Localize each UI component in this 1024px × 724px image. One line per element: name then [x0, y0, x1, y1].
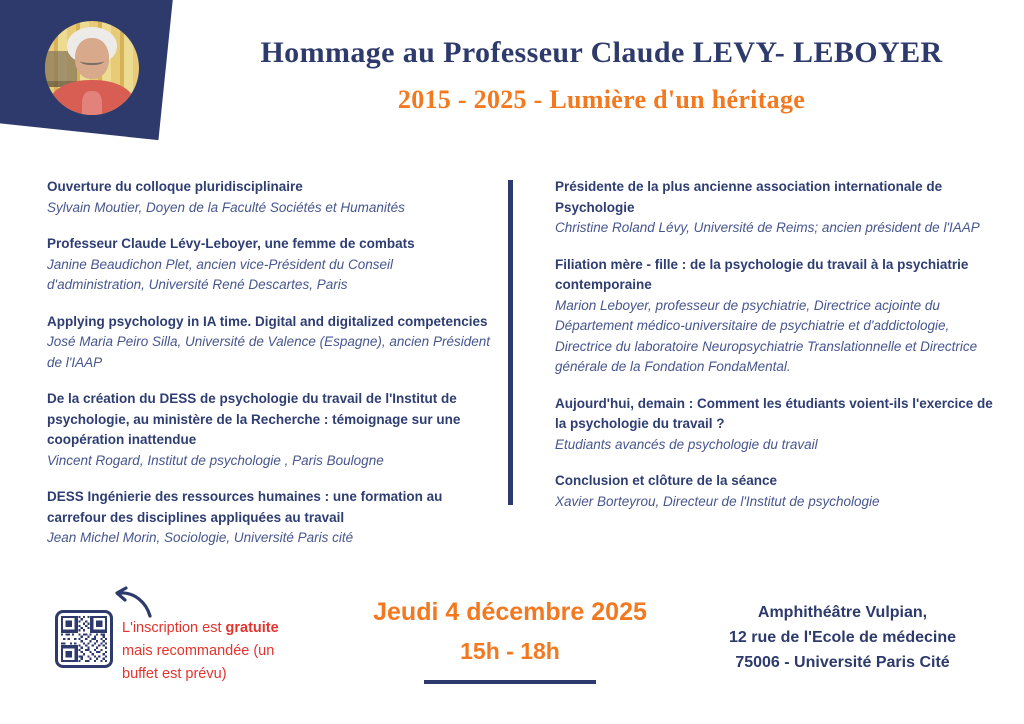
talk-speaker: Etudiants avancés de psychologie du travail — [555, 436, 818, 452]
venue-address — [710, 600, 975, 675]
talk-speaker: Vincent Rogard, Institut de psychologie , Paris Boulogne — [47, 452, 384, 468]
column-divider — [508, 180, 513, 505]
talk-title: Applying psychology in IA time. Digital and digitalized competencies — [47, 313, 488, 329]
program-item — [555, 471, 997, 512]
registration-note — [122, 617, 307, 686]
corner-banner — [0, 0, 179, 146]
page-subtitle: 2015 - 2025 - Lumière d'un héritage — [397, 85, 806, 114]
program-item — [47, 389, 493, 471]
registration-line: L'inscription est gratuite — [122, 620, 279, 636]
talk-speaker: José Maria Peiro Silla, Université de Valence (Espagne), ancien Président de l'IAAP — [47, 334, 490, 370]
qr-code-icon — [55, 610, 113, 668]
venue-line: 12 rue de l'Ecole de médecine — [728, 629, 956, 646]
registration-bold-word: gratuite — [225, 620, 279, 636]
program-item — [555, 394, 997, 456]
talk-title: Conclusion et clôture de la séance — [555, 473, 778, 488]
header — [185, 36, 1018, 115]
program-right-column — [555, 177, 997, 528]
page-title: Hommage au Professeur Claude LEVY- LEBOYER — [260, 36, 943, 69]
program-left-column — [47, 177, 493, 565]
event-time: 15h - 18h — [460, 638, 560, 664]
talk-speaker: Jean Michel Morin, Sociologie, Université Paris cité — [47, 530, 354, 545]
talk-title: DESS Ingénierie des ressources humaines : une formation au carrefour des disciplines appliquées au travail — [47, 489, 443, 525]
talk-title: Aujourd'hui, demain : Comment les étudiants voient-ils l'exercice de la psychologie du travail ? — [555, 395, 993, 431]
venue-line: 75006 - Université Paris Cité — [735, 654, 950, 671]
talk-title: Présidente de la plus ancienne association internationale de Psychologie — [555, 179, 943, 215]
portrait-photo — [45, 21, 139, 115]
program-item — [47, 312, 493, 374]
underline-rule — [424, 680, 596, 684]
talk-speaker: Sylvain Moutier, Doyen de la Faculté Sociétés et Humanités — [47, 199, 405, 215]
program-item — [555, 177, 997, 239]
talk-speaker: Marion Leboyer, professeur de psychiatrie, Directrice acjointe du Département médico-universitaire de psychiatrie et d'addictologie, Directrice du laboratoire Neuropsychiatrie Translationnelle et Directrice générale de la Fondation FondaMental. — [555, 297, 978, 374]
program-item — [555, 255, 997, 378]
talk-title: Professeur Claude Lévy-Leboyer, une femme de combats — [47, 236, 415, 251]
program-item — [47, 234, 493, 296]
talk-speaker: Christine Roland Lévy, Université de Reims; ancien président de l'IAAP — [555, 220, 980, 235]
program-item — [47, 487, 493, 549]
talk-title: De la création du DESS de psychologie du travail de l'Institut de psychologie, au ministère de la Recherche : témoignage sur une coopération inattendue — [47, 391, 461, 447]
talk-speaker: Janine Beaudichon Plet, ancien vice-Président du Conseil d'administration, Université René Descartes, Paris — [47, 256, 393, 292]
program-item — [47, 177, 493, 218]
event-date: Jeudi 4 décembre 2025 — [373, 598, 647, 626]
venue-line: Amphithéâtre Vulpian, — [757, 604, 928, 621]
registration-line: mais recommandée (un — [122, 643, 275, 659]
event-datetime — [345, 598, 675, 684]
registration-line: buffet est prévu) — [122, 666, 227, 682]
talk-title: Filiation mère - fille : de la psychologie du travail à la psychiatrie contemporaine — [555, 256, 969, 292]
talk-title: Ouverture du colloque pluridisciplinaire — [47, 179, 303, 194]
photo-shirt — [82, 91, 103, 115]
curved-arrow-icon — [108, 586, 154, 618]
talk-speaker: Xavier Borteyrou, Directeur de l'Institut de psychologie — [555, 493, 880, 509]
